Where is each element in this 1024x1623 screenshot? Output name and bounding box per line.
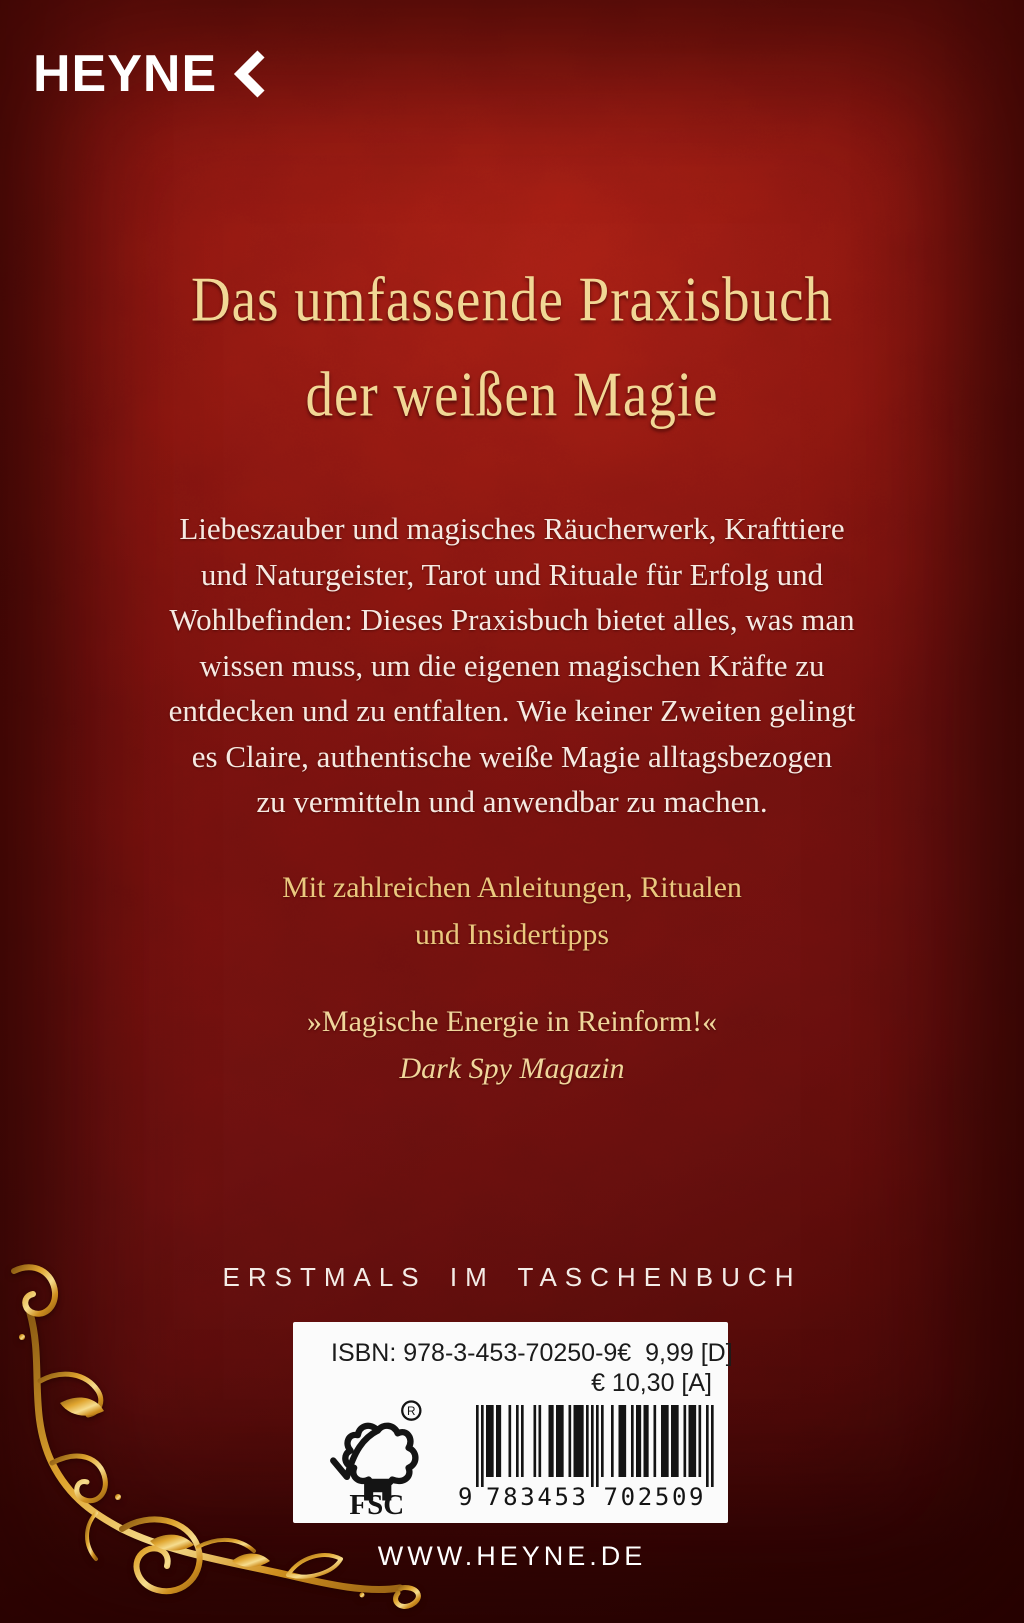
tagline-title-line1: Das umfassende Praxisbuch: [190, 263, 834, 335]
price-germany: € 9,99 [D]: [617, 1339, 733, 1367]
blurb-line: entdecken und zu entfalten. Wie keiner Zweiten gelingt: [168, 693, 856, 728]
left-chevron-icon: [233, 49, 269, 99]
fsc-logo-icon: [325, 1397, 425, 1515]
features-note-line1: Mit zahlreichen Anleitungen, Ritualen: [282, 871, 742, 904]
isbn-row: [293, 1322, 733, 1368]
ean13-barcode: [458, 1405, 716, 1511]
blurb-line: wissen muss, um die eigenen magischen Kräfte zu: [199, 647, 825, 683]
blurb-text: [0, 506, 1024, 825]
blurb-line: Wohlbefinden: Dieses Praxisbuch bietet alles, was man: [169, 602, 855, 637]
svg-text:9: 9: [458, 1483, 473, 1511]
tagline-title-line2: der weißen Magie: [305, 358, 719, 430]
press-quote-text: »Magische Energie in Reinform!«: [306, 1005, 718, 1038]
blurb-line: und Naturgeister, Tarot und Rituale für Erfolg und: [200, 556, 824, 592]
blurb-line: Liebeszauber und magisches Räucherwerk, Krafttiere: [179, 511, 845, 546]
blurb-line: es Claire, authentische weiße Magie alltagsbezogen: [191, 738, 833, 774]
price-austria: € 10,30 [A]: [591, 1369, 712, 1397]
features-note-line2: und Insidertipps: [414, 918, 610, 951]
isbn-box: [293, 1322, 733, 1523]
publisher-website: WWW.HEYNE.DE: [377, 1541, 647, 1571]
edition-banner: ERSTMALS IM TASCHENBUCH: [222, 1262, 802, 1292]
blurb-line: zu vermitteln und anwendbar zu machen.: [256, 784, 768, 819]
fsc-registered-mark: R: [407, 1404, 416, 1419]
press-quote: [0, 998, 1024, 1092]
press-quote-source: Dark Spy Magazin: [399, 1052, 625, 1085]
svg-text:702509: 702509: [603, 1483, 704, 1511]
fsc-label: FSC: [349, 1489, 405, 1515]
publisher-logo-text: HEYNE: [33, 45, 218, 103]
isbn-number: ISBN: 978-3-453-70250-9: [331, 1339, 618, 1367]
publisher-logo: [33, 45, 269, 103]
tagline-title: [0, 252, 1024, 442]
features-note: [0, 864, 1024, 958]
svg-text:783453: 783453: [486, 1483, 586, 1511]
